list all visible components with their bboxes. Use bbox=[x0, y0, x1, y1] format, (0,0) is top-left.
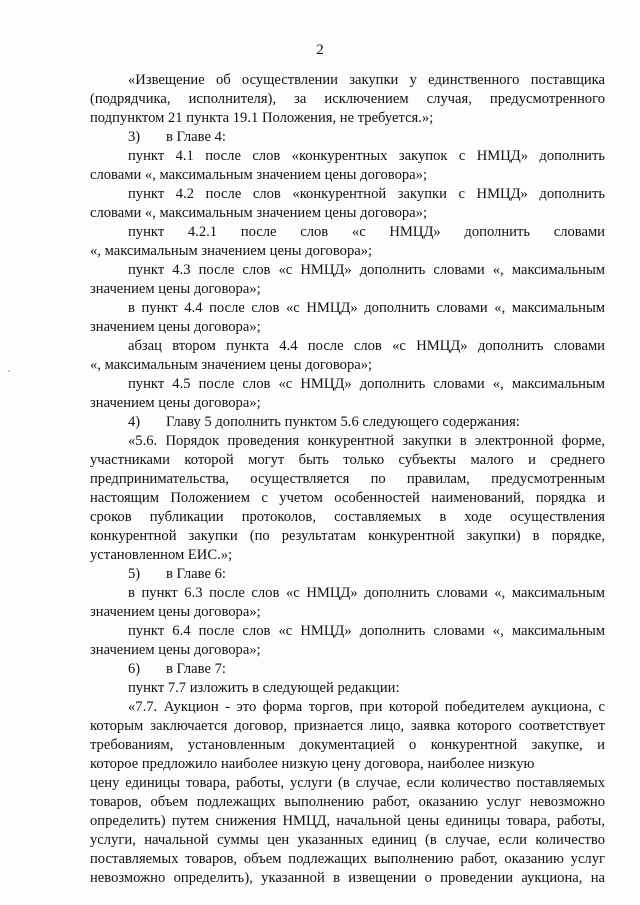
text-line: требованиям, установленным документацией о конкурентной закупке, и bbox=[90, 737, 605, 753]
text-line: пункт 4.2.1 после слов «с НМЦД» дополнить словами bbox=[128, 224, 605, 240]
text-line: подпунктом 21 пункта 19.1 Положения, не требуется.»; bbox=[90, 110, 434, 126]
text-line: «, максимальным значением цены договора»; bbox=[90, 357, 373, 373]
list-number: 4) bbox=[128, 414, 141, 430]
text-line: пункт 4.5 после слов «с НМЦД» дополнить словами «, максимальным bbox=[128, 376, 605, 392]
list-item-text: в Главе 4: bbox=[166, 129, 226, 145]
text-line: «Извещение об осуществлении закупки у единственного поставщика bbox=[128, 72, 605, 88]
text-line: цену единицы товара, работы, услуги (в случае, если количество поставляемых bbox=[90, 775, 605, 791]
text-line: определить) путем снижения НМЦД, начальной цены единицы товара, работы, bbox=[90, 813, 605, 829]
text-line: абзац втором пункта 4.4 после слов «с НМЦД» дополнить словами bbox=[128, 338, 605, 354]
text-line: значением цены договора»; bbox=[90, 281, 261, 297]
text-line: услуги, начальной суммы цен указанных единиц (в случае, если количество bbox=[90, 832, 605, 848]
text-line: словами «, максимальным значением цены договора»; bbox=[90, 167, 427, 183]
text-line: «, максимальным значением цены договора»; bbox=[90, 243, 373, 259]
text-line: участниками которой могут быть только субъекты малого и среднего bbox=[90, 452, 605, 468]
list-item-text: Главу 5 дополнить пунктом 5.6 следующего содержания: bbox=[166, 414, 520, 430]
text-line: словами «, максимальным значением цены договора»; bbox=[90, 205, 427, 221]
text-line: поставляемых товаров, объем подлежащих выполнению работ, оказанию услуг bbox=[90, 851, 605, 867]
text-line: значением цены договора»; bbox=[90, 604, 261, 620]
scan-speck bbox=[8, 370, 10, 372]
text-line: невозможно определить), указанной в извещении о проведении аукциона, на bbox=[90, 870, 605, 886]
text-line: предпринимательства, осуществляется по правилам, предусмотренным bbox=[90, 471, 605, 487]
text-line: значением цены договора»; bbox=[90, 319, 261, 335]
list-number: 3) bbox=[128, 129, 141, 145]
list-number: 6) bbox=[128, 661, 141, 677]
text-line: пункт 4.1 после слов «конкурентных закупок с НМЦД» дополнить bbox=[128, 148, 605, 164]
text-line: сроков публикации протоколов, составляемых в ходе осуществления bbox=[90, 509, 605, 525]
text-line: в пункт 6.3 после слов «с НМЦД» дополнить словами «, максимальным bbox=[128, 585, 605, 601]
text-line: настоящим Положением с учетом особенностей наименований, порядка и bbox=[90, 490, 605, 506]
text-line: которое предложило наиболее низкую цену договора, наиболее низкую bbox=[90, 756, 535, 772]
page-number: 2 bbox=[316, 42, 324, 58]
text-line: значением цены договора»; bbox=[90, 642, 261, 658]
text-line: конкурентной закупки (по результатам конкурентной закупки) в порядке, bbox=[90, 528, 605, 544]
text-line: пункт 4.3 после слов «с НМЦД» дополнить словами «, максимальным bbox=[128, 262, 605, 278]
text-line: «7.7. Аукцион - это форма торгов, при которой победителем аукциона, с bbox=[128, 699, 605, 715]
list-item-text: в Главе 7: bbox=[166, 661, 226, 677]
text-line: в пункт 4.4 после слов «с НМЦД» дополнить словами «, максимальным bbox=[128, 300, 605, 316]
text-line: пункт 7.7 изложить в следующей редакции: bbox=[128, 680, 400, 696]
text-line: значением цены договора»; bbox=[90, 395, 261, 411]
text-line: «5.6. Порядок проведения конкурентной закупки в электронной форме, bbox=[128, 433, 605, 449]
text-line: пункт 4.2 после слов «конкурентной закупки с НМЦД» дополнить bbox=[128, 186, 605, 202]
text-line: которым заключается договор, признается лицо, заявка которого соответствует bbox=[90, 718, 605, 734]
text-line: пункт 6.4 после слов «с НМЦД» дополнить словами «, максимальным bbox=[128, 623, 605, 639]
list-item-text: в Главе 6: bbox=[166, 566, 226, 582]
list-number: 5) bbox=[128, 566, 141, 582]
text-line: товаров, объем подлежащих выполнению работ, оказанию услуг невозможно bbox=[90, 794, 605, 810]
text-line: (подрядчика, исполнителя), за исключением случая, предусмотренного bbox=[90, 91, 605, 107]
text-line: установленном ЕИС.»; bbox=[90, 547, 233, 563]
